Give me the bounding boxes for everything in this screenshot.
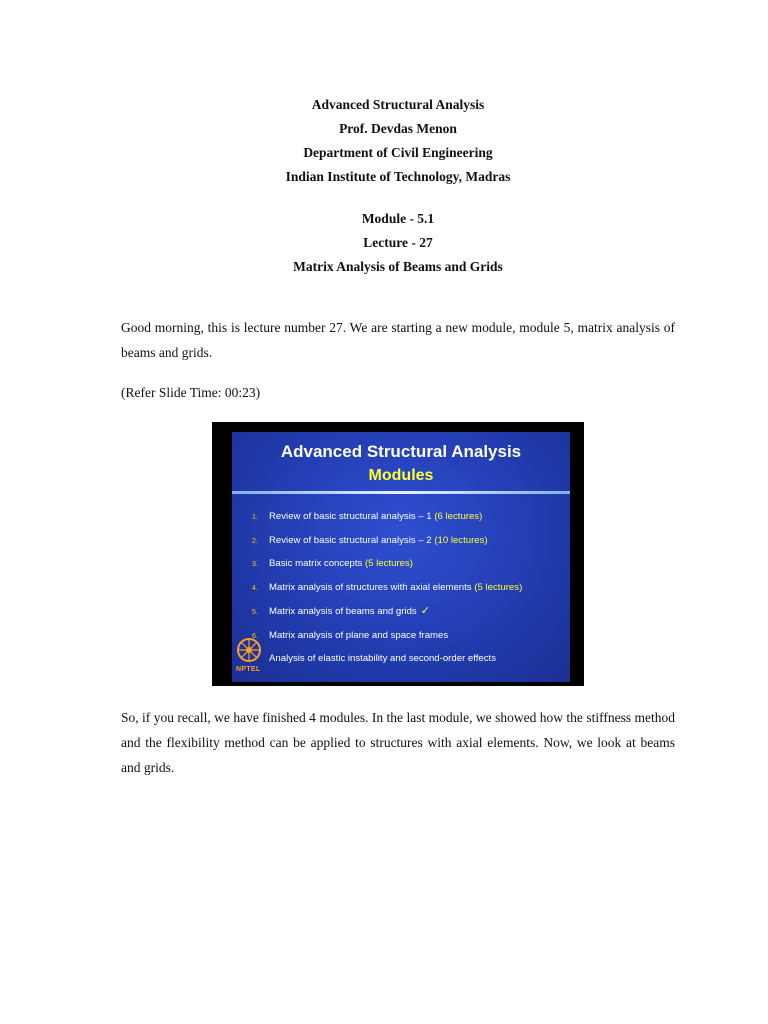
- module-item-number: 1.: [252, 514, 258, 521]
- slide-title: Advanced Structural Analysis: [280, 442, 522, 461]
- module-number: Module - 5.1: [361, 211, 435, 226]
- module-item-note: (5 lectures): [364, 558, 413, 569]
- module-item: [252, 577, 564, 601]
- module-list: [252, 506, 564, 671]
- module-item: [252, 553, 564, 577]
- module-item-text: Basic matrix concepts: [269, 558, 363, 569]
- module-item-text: Review of basic structural analysis – 2: [269, 534, 432, 546]
- header-gap: [0, 189, 768, 207]
- slide-subtitle: Modules: [368, 467, 434, 484]
- module-item-text: Matrix analysis of plane and space frames: [269, 629, 449, 641]
- course-title: Advanced Structural Analysis: [311, 97, 485, 112]
- module-item-text: Analysis of elastic instability and second-order effects: [269, 653, 496, 664]
- document-header: [0, 93, 768, 279]
- module-item: [252, 648, 564, 671]
- module-item: [252, 600, 564, 625]
- nptel-logo: [235, 636, 263, 676]
- lecture-topic: Matrix Analysis of Beams and Grids: [293, 259, 503, 274]
- module-item-note: (5 lectures): [474, 581, 523, 593]
- intro-paragraph: Good morning, this is lecture number 27. We are starting a new module, module 5, matrix analysis of beams and grids.: [121, 320, 675, 360]
- module-item-number: 3.: [252, 561, 258, 568]
- slide-time-reference: (Refer Slide Time: 00:23): [121, 385, 261, 400]
- module-item-text: Review of basic structural analysis – 1: [269, 511, 432, 522]
- lecture-number: Lecture - 27: [363, 235, 433, 250]
- module-item: [252, 530, 564, 554]
- module-item-note: (6 lectures): [434, 511, 483, 522]
- module-item: [252, 625, 564, 649]
- nptel-wheel-icon: [235, 636, 263, 666]
- institute-name: Indian Institute of Technology, Madras: [285, 169, 511, 184]
- slide-divider: [232, 491, 570, 494]
- module-item-text: Matrix analysis of beams and grids: [269, 606, 417, 617]
- slide-image: [212, 422, 584, 686]
- module-item-note: (10 lectures): [434, 534, 488, 546]
- slide-content: [232, 432, 570, 682]
- professor-name: Prof. Devdas Menon: [339, 121, 457, 136]
- nptel-logo-text: NPTEL: [236, 666, 261, 673]
- module-item-number: 6.: [252, 632, 258, 640]
- module-item-text: Matrix analysis of structures with axial elements: [269, 581, 472, 593]
- module-item: [252, 506, 564, 530]
- recap-paragraph: So, if you recall, we have finished 4 modules. In the last module, we showed how the stiffness method and the flexibility method can be applied to structures with axial elements. Now, we look at beams and grids.: [121, 710, 675, 775]
- department-name: Department of Civil Engineering: [303, 145, 493, 160]
- checkmark-icon: ✓: [420, 605, 430, 617]
- module-item-number: 5.: [252, 609, 258, 616]
- module-item-number: 2.: [252, 537, 258, 545]
- module-item-number: 4.: [252, 584, 258, 592]
